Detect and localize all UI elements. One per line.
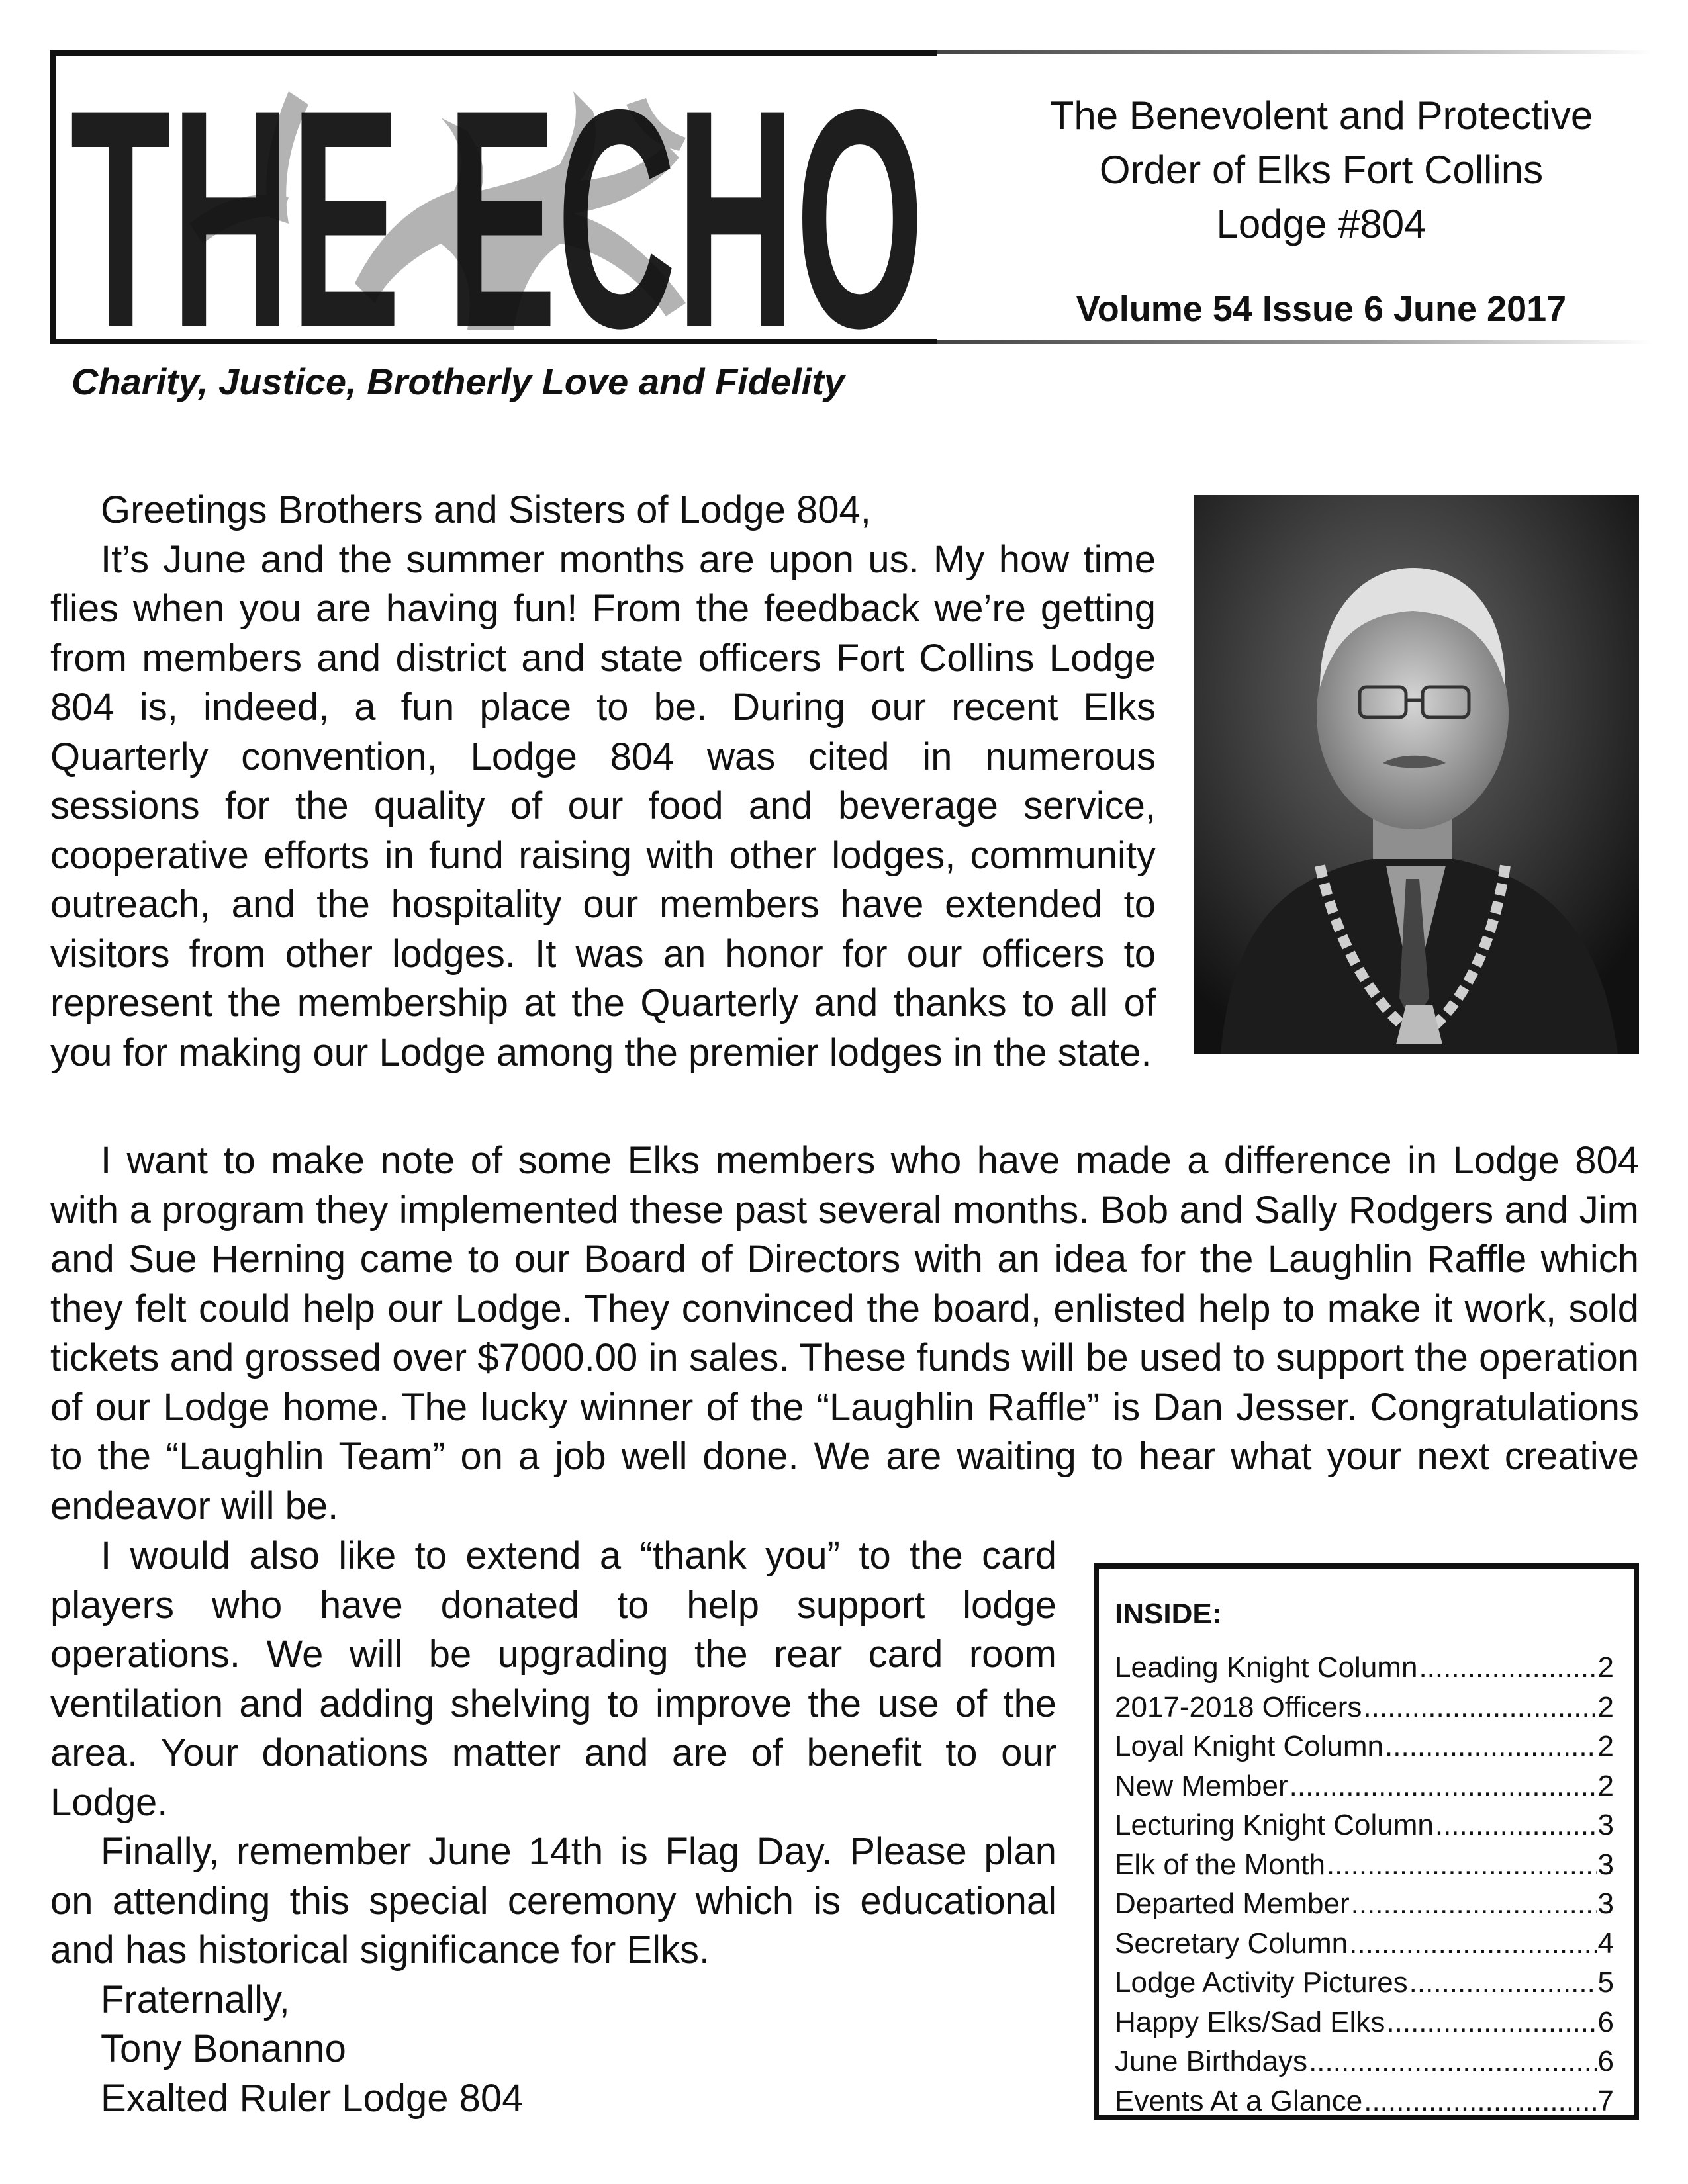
inside-heading: INSIDE: (1115, 1598, 1222, 1630)
inside-item-leader-dots (1349, 1924, 1596, 1964)
issue-line: Volume 54 Issue 6 June 2017 (1076, 289, 1567, 329)
inside-item-leader-dots (1385, 1727, 1597, 1766)
inside-item-page: 2 (1597, 1730, 1614, 1762)
inside-item-label: Happy Elks/Sad Elks (1115, 2005, 1385, 2038)
inside-item-leader-dots (1363, 1688, 1596, 1727)
inside-contents-item (1115, 1963, 1614, 2003)
inside-item-leader-dots (1289, 1766, 1597, 1806)
inside-item-leader-dots (1435, 1805, 1597, 1845)
inside-contents-item (1115, 1766, 1614, 1806)
inside-contents-list (1115, 1648, 1614, 2120)
inside-item-label: Loyal Knight Column (1115, 1730, 1384, 1762)
letter-signer-title: Exalted Ruler Lodge 804 (101, 2076, 524, 2120)
inside-item-label: Leading Knight Column (1115, 1651, 1418, 1684)
inside-item-label: June Birthdays (1115, 2045, 1308, 2077)
inside-contents-item (1115, 2042, 1614, 2081)
inside-item-page: 6 (1597, 2045, 1614, 2077)
letter-section-1 (50, 486, 1156, 1077)
inside-item-page: 6 (1597, 2005, 1614, 2038)
masthead-rule-top (937, 50, 1652, 54)
org-name (990, 89, 1652, 251)
org-name-line-1: The Benevolent and Protective (1049, 93, 1593, 138)
inside-item-leader-dots (1364, 2081, 1596, 2121)
letter-section-2 (50, 1136, 1639, 1531)
inside-contents-item (1115, 1924, 1614, 1964)
inside-item-leader-dots (1309, 2042, 1596, 2081)
org-name-line-2: Order of Elks Fort Collins (1099, 148, 1544, 192)
masthead (50, 50, 1639, 344)
inside-contents-item (1115, 1688, 1614, 1727)
inside-item-page: 5 (1597, 1966, 1614, 1999)
letter-paragraph-3: I would also like to extend a “thank you” to the card players who have donated to help support lodge operations. We will be upgrading the rear card room ventilation and adding shelving to improve the use of the area. Your donations matter and are of benefit to our Lodge. (50, 1534, 1056, 1824)
inside-item-label: New Member (1115, 1769, 1288, 1802)
portrait-icon (1194, 495, 1639, 1054)
inside-item-label: Secretary Column (1115, 1927, 1348, 1960)
letter-paragraph-4: Finally, remember June 14th is Flag Day. Please plan on attending this special ceremony which is educational and has historical significance for Elks. (50, 1830, 1056, 1972)
letter-paragraph-1: It’s June and the summer months are upon us. My how time flies when you are having fun! From the feedback we’re getting from members and district and state officers Fort Collins Lodge 804 is, indeed, a fun place to be. During our recent Elks Quarterly convention, Lodge 804 was cited in numerous sessions for the quality of our food and beverage service, cooperative efforts in fund raising with other lodges, community outreach, and the hospitality our members have extended to visitors from other lodges. It was an honor for our officers to represent the membership at the Quarterly and thanks to all of you for making our Lodge among the premier lodges in the state. (50, 537, 1156, 1074)
inside-item-leader-dots (1386, 2003, 1596, 2042)
inside-item-page: 3 (1597, 1888, 1614, 1920)
masthead-title: THE ECHO (70, 65, 924, 336)
letter-signature: Tony Bonanno (101, 2027, 346, 2070)
inside-item-leader-dots (1351, 1884, 1597, 1924)
letter-paragraph-2: I want to make note of some Elks members who have made a difference in Lodge 804 with a program they implemented these past several months. Bob and Sally Rodgers and Jim and Sue Herning came to our Board of Directors with an idea for the Laughlin Raffle which they felt could help our Lodge. They convinced the board, enlisted help to make it work, sold tickets and grossed over $7000.00 in sales. These funds will be used to support the operation of our Lodge home. The lucky winner of the “Laughlin Raffle” is Dan Jesser. Congratulations to the “Laughlin Team” on a job well done. We are waiting to hear what your next creative endeavor will be. (50, 1139, 1639, 1527)
inside-item-label: Lodge Activity Pictures (1115, 1966, 1408, 1999)
inside-item-leader-dots (1327, 1845, 1597, 1885)
inside-contents-item (1115, 1727, 1614, 1766)
inside-contents-box (1094, 1563, 1639, 2120)
org-name-line-3: Lodge #804 (1216, 202, 1427, 246)
inside-item-label: Departed Member (1115, 1888, 1350, 1920)
letter-greeting: Greetings Brothers and Sisters of Lodge 804, (101, 488, 871, 531)
inside-item-page: 3 (1597, 1809, 1614, 1841)
masthead-rule-bottom (937, 340, 1652, 344)
inside-item-page: 2 (1597, 1769, 1614, 1802)
inside-item-page: 2 (1597, 1651, 1614, 1684)
inside-contents-item (1115, 2081, 1614, 2121)
inside-item-label: Elk of the Month (1115, 1848, 1325, 1881)
motto: Charity, Justice, Brotherly Love and Fidelity (71, 361, 845, 402)
exalted-ruler-portrait (1194, 495, 1639, 1054)
inside-item-leader-dots (1409, 1963, 1597, 2003)
letter-section-3 (50, 1531, 1056, 2123)
inside-contents-item (1115, 1884, 1614, 1924)
inside-item-page: 3 (1597, 1848, 1614, 1881)
inside-item-page: 7 (1597, 2084, 1614, 2117)
inside-contents-item (1115, 1648, 1614, 1688)
inside-contents-item (1115, 2003, 1614, 2042)
inside-item-leader-dots (1419, 1648, 1596, 1688)
inside-item-label: Events At a Glance (1115, 2084, 1363, 2117)
inside-item-page: 4 (1597, 1927, 1614, 1960)
inside-item-label: Lecturing Knight Column (1115, 1809, 1434, 1841)
elk-antler-logo (70, 65, 931, 336)
inside-item-label: 2017-2018 Officers (1115, 1690, 1362, 1723)
inside-contents-item (1115, 1845, 1614, 1885)
inside-contents-item (1115, 1805, 1614, 1845)
inside-item-page: 2 (1597, 1690, 1614, 1723)
letter-closing: Fraternally, (101, 1978, 290, 2021)
